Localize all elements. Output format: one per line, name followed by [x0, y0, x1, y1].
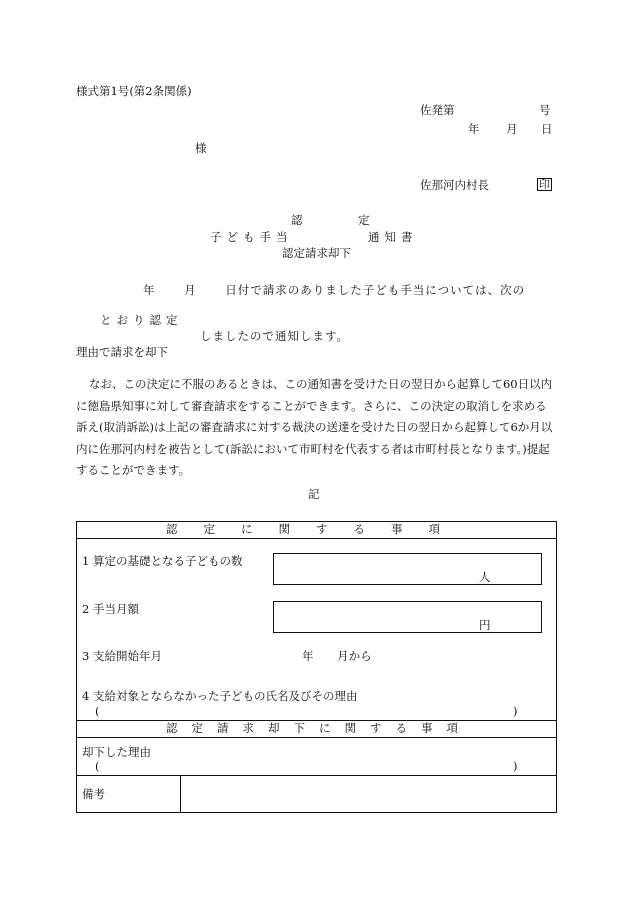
item3-label: 3 支給開始年月 — [82, 649, 162, 663]
title-line-approve: 認 定 — [291, 213, 396, 227]
addressee-suffix: 様 — [195, 141, 207, 155]
section-approval-header: 認定に関する事項 — [166, 522, 466, 536]
monthly-amount-unit: 円 — [479, 618, 491, 632]
child-count-field — [273, 553, 542, 585]
child-count-unit: 人 — [479, 570, 491, 584]
paren-open: ( — [95, 704, 100, 718]
divider — [76, 538, 557, 539]
date-month-label: 月 — [506, 122, 518, 136]
payment-start-value: 年 月から — [302, 649, 372, 663]
reject-reason-label: 却下した理由 — [82, 745, 151, 759]
title-notice: 通知書 — [368, 230, 418, 244]
form-label: 様式第1号(第2条関係) — [76, 84, 192, 98]
paren-close: ) — [513, 759, 518, 773]
divider — [180, 775, 181, 813]
body-line-3: しましたので通知します。 — [200, 329, 350, 343]
date-year-label: 年 — [468, 122, 480, 136]
issue-number-prefix: 佐発第 — [420, 103, 455, 117]
title-child-allowance: 子ども手当 — [210, 230, 293, 244]
date-day-label: 日 — [541, 122, 553, 136]
paren-open: ( — [95, 759, 100, 773]
monthly-amount-field — [273, 601, 542, 633]
issuer-name: 佐那河内村長 — [420, 178, 489, 192]
item4-label: 4 支給対象とならなかった子どもの氏名及びその理由 — [82, 689, 358, 703]
divider — [76, 775, 557, 776]
seal-mark: 印 — [539, 178, 550, 191]
body-line-1: 年 月 日付で請求のありました子ども手当については、次の — [143, 283, 526, 297]
body-line-2: とおり認定 — [100, 313, 183, 327]
remarks-label: 備考 — [82, 787, 105, 801]
title-line-reject: 認定請求却下 — [282, 246, 351, 260]
issue-number-suffix: 号 — [539, 103, 551, 117]
appeal-notice-paragraph: なお、この決定に不服のあるときは、この通知書を受けた日の翌日から起算して60日以内に徳島県知事に対して審査請求をすることができます。さらに、この決定の取消しを求める訴え(取消訴訟)は上記の審査請求に対する裁決の送達を受けた日の翌日から起算して6か月以内に佐那河内村を被告として(訴訟において市町村を代表する者は市町村長となります。)提起することができます。 — [76, 377, 553, 477]
section-rejection-header: 認定請求却下に関する事項 — [166, 721, 472, 735]
item1-label: 1 算定の基礎となる子どもの数 — [82, 554, 243, 568]
divider — [76, 737, 557, 738]
item2-label: 2 手当月額 — [82, 602, 139, 616]
paren-close: ) — [513, 704, 518, 718]
body-line-4: 理由で請求を却下 — [76, 345, 168, 359]
ki-label: 記 — [308, 487, 320, 501]
